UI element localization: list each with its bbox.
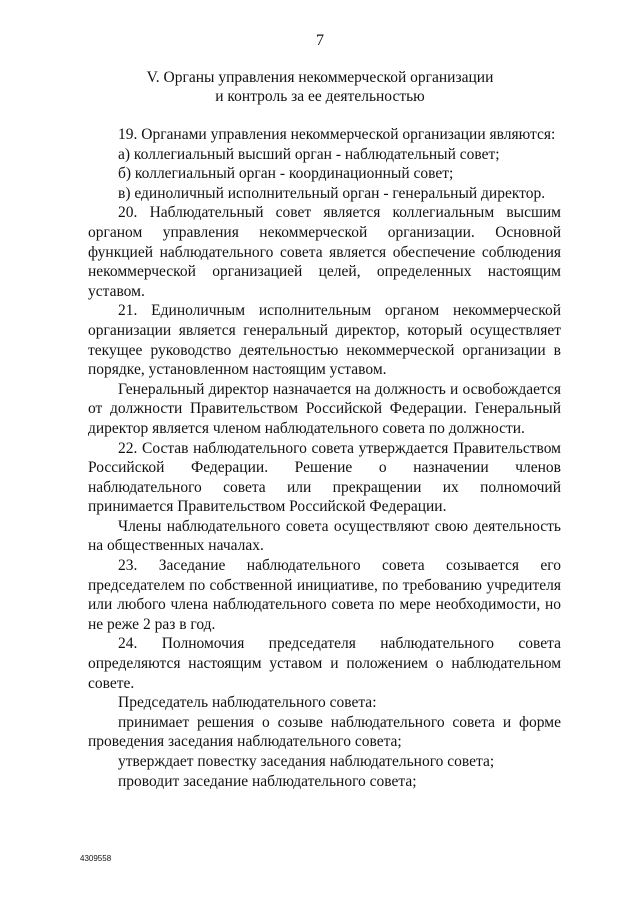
paragraph-21: 21. Единоличным исполнительным органом некоммерческой организации является генеральный директор, который осуществляет текущее руководство деятельностью некоммерческой организации в порядке, установленном настоящим уставом.: [88, 302, 561, 379]
page-number: 7: [316, 32, 324, 49]
document-body: [88, 125, 561, 791]
paragraph-general-director: Генеральный директор назначается на должность и освобождается от должности Правительством Российской Федерации. Генеральный директор является членом наблюдательного совета по должности.: [88, 380, 561, 437]
paragraph-members: Члены наблюдательного совета осуществляют свою деятельность на общественных началах.: [88, 517, 561, 555]
chairman-duty-2: утверждает повестку заседания наблюдательного совета;: [118, 753, 495, 770]
paragraph-20: 20. Наблюдательный совет является коллегиальным высшим органом управления некоммерческой организации. Основной функцией наблюдательного совета является обеспечение соблюдения некоммерческой организацией целей, определенных настоящим уставом.: [88, 204, 561, 300]
chairman-duty-1: принимает решения о созыве наблюдательного совета и форме проведения заседания наблюдательного совета;: [88, 713, 561, 751]
list-item-b: б) коллегиальный орган - координационный совет;: [118, 165, 454, 183]
section-heading: [0, 68, 640, 106]
paragraph-23: 23. Заседание наблюдательного совета созывается его председателем по собственной инициативе, по требованию учредителя или любого члена наблюдательного совета по мере необходимости, но не реже 2 раз в год.: [88, 557, 561, 633]
document-code: 4309558: [80, 854, 112, 863]
list-item-a: а) коллегиальный высший орган - наблюдательный совет;: [118, 145, 500, 163]
paragraph-chairman: Председатель наблюдательного совета:: [118, 694, 377, 712]
section-heading-line-1: V. Органы управления некоммерческой организации: [146, 69, 494, 86]
section-heading-line-2: и контроль за ее деятельностью: [215, 88, 425, 105]
paragraph-24: 24. Полномочия председателя наблюдательного совета определяются настоящим уставом и положением о наблюдательном совете.: [88, 635, 561, 692]
paragraph-19: 19. Органами управления некоммерческой организации являются:: [118, 126, 556, 143]
chairman-duty-3: проводит заседание наблюдательного совета;: [118, 772, 417, 790]
paragraph-22: 22. Состав наблюдательного совета утверждается Правительством Российской Федерации. Решение о назначении членов наблюдательного совета или прекращении их полномочий принимается Правительством Российской Федерации.: [88, 439, 561, 516]
list-item-v: в) единоличный исполнительный орган - генеральный директор.: [118, 184, 546, 202]
